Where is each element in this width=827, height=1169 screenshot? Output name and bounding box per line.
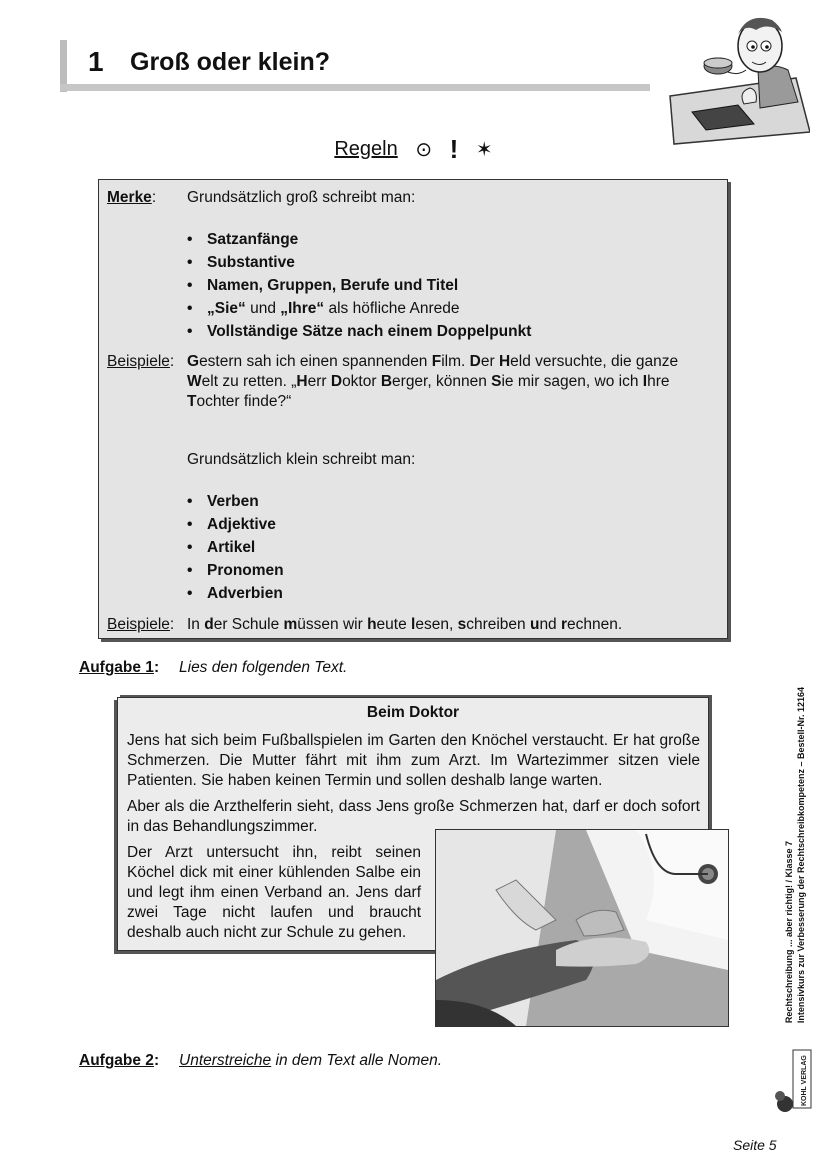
task-1-label: Aufgabe 1 [79,659,154,676]
star-icon: ✶ [475,139,493,161]
story-paragraph-2: Aber als die Arzthelferin sieht, dass Jens große Schmerzen hat, darf er doch sofort in das Behandlungszimmer. [127,798,700,835]
task-1-text: Lies den folgenden Text. [179,659,348,676]
course-title: Intensivkurs zur Verbesserung der Rechtschreibkompetenz – Bestell-Nr. 12164 [796,686,806,1024]
list-item: • Vollständige Sätze nach einem Doppelpunkt [187,320,531,343]
rules-label: Regeln [334,137,398,160]
doctor-photo [435,829,729,1027]
merke-label: Merke [107,189,152,206]
page-number: Seite 5 [733,1137,777,1153]
header-bar-horizontal [60,84,650,91]
klein-example: In der Schule müssen wir heute lesen, schreiben und rechnen. [187,616,623,633]
story-paragraph-3: Der Arzt untersucht ihn, reibt seinen Köchel dick mit einer kühlenden Salbe ein und legt ihm einen Verband an. Jens darf zwei Tage nicht laufen und braucht deshalb auch nicht zur Schule zu gehen. [127,844,421,941]
gross-example: Gestern sah ich einen spannenden Film. Der Held versuchte, die ganze Welt zu retten. „Herr Doktor Berger, können Sie mir sagen, wo ich Ihre Tochter finde?“ [187,353,679,410]
chapter-title: Groß oder klein? [130,48,331,76]
list-item: • Namen, Gruppen, Berufe und Titel [187,274,531,297]
list-item: • Artikel [187,536,284,559]
rules-box [98,179,728,639]
list-item: • Adverbien [187,582,284,605]
list-item: • „Sie“ und „Ihre“ als höfliche Anrede [187,297,531,320]
beispiele-row-2: Beispiele: [107,616,175,633]
task-2-text: Unterstreiche in dem Text alle Nomen. [179,1052,443,1069]
beispiele-row-1: Beispiele: [107,353,175,370]
publisher-logo [771,1048,815,1118]
gross-list [187,228,531,343]
merke-row: Merke: [107,189,157,206]
klein-intro: Grundsätzlich klein schreibt man: [187,451,416,468]
task-1: Aufgabe 1: Lies den folgenden Text. [79,659,348,676]
sidebar-info [765,655,825,1055]
cartoon-illustration [666,12,810,146]
task-2-label: Aufgabe 2 [79,1052,154,1069]
story-paragraph-1: Jens hat sich beim Fußballspielen im Garten den Knöchel verstaucht. Er hat große Schmerzen. Die Mutter fährt mit ihm zum Arzt. Im Wartezimmer sitzen viele Patienten. Sie haben keinen Termin und sollen deshalb lange warten. [127,732,700,789]
list-item: • Pronomen [187,559,284,582]
list-item: • Substantive [187,251,531,274]
exclamation-icon: ! [449,134,459,164]
list-item: • Adjektive [187,513,284,536]
chapter-number: 1 [88,46,104,77]
svg-text:KOHL VERLAG: KOHL VERLAG [801,1055,808,1106]
chapter-header [60,40,650,92]
list-item: • Verben [187,490,284,513]
series-title: Rechtschreibung ... aber richtig! / Klasse 7 [784,841,794,1024]
list-item: • Satzanfänge [187,228,531,251]
klein-list [187,490,284,605]
gross-intro: Grundsätzlich groß schreibt man: [187,189,416,206]
story-title: Beim Doktor [366,704,460,721]
beispiele-label: Beispiele [107,353,170,370]
target-icon: ⊙ [415,139,433,161]
task-2: Aufgabe 2: Unterstreiche in dem Text alle Nomen. [79,1052,443,1069]
rules-heading [0,134,827,165]
